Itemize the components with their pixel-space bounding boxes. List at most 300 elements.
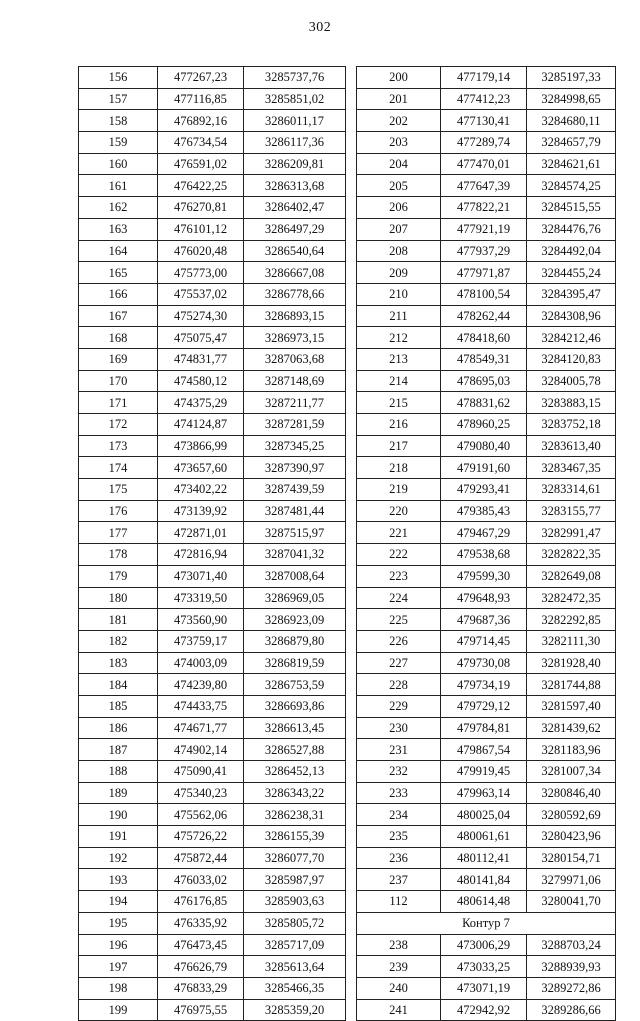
table-row: [357, 110, 616, 132]
y-coordinate-cell: 3287281,59: [244, 414, 346, 436]
point-number-cell: 219: [357, 479, 441, 501]
y-coordinate-cell: 3286613,45: [244, 717, 346, 739]
point-number-cell: 163: [79, 218, 158, 240]
table-row: [79, 153, 346, 175]
table-row: [357, 717, 616, 739]
table-row: [79, 826, 346, 848]
y-coordinate-cell: 3287041,32: [244, 544, 346, 566]
y-coordinate-cell: 3281744,88: [527, 674, 616, 696]
x-coordinate-cell: 474124,87: [158, 414, 244, 436]
y-coordinate-cell: 3285987,97: [244, 869, 346, 891]
x-coordinate-cell: 475274,30: [158, 305, 244, 327]
point-number-cell: 230: [357, 717, 441, 739]
point-number-cell: 183: [79, 652, 158, 674]
y-coordinate-cell: 3284574,25: [527, 175, 616, 197]
table-row: [357, 934, 616, 956]
y-coordinate-cell: 3289286,66: [527, 999, 616, 1021]
point-number-cell: 195: [79, 912, 158, 934]
y-coordinate-cell: 3279971,06: [527, 869, 616, 891]
x-coordinate-cell: 473657,60: [158, 457, 244, 479]
table-row: [79, 956, 346, 978]
table-row: [79, 544, 346, 566]
y-coordinate-cell: 3282649,08: [527, 565, 616, 587]
point-number-cell: 165: [79, 262, 158, 284]
y-coordinate-cell: 3285197,33: [527, 67, 616, 89]
x-coordinate-cell: 473402,22: [158, 479, 244, 501]
y-coordinate-cell: 3284212,46: [527, 327, 616, 349]
point-number-cell: 221: [357, 522, 441, 544]
point-number-cell: 228: [357, 674, 441, 696]
table-row: [357, 999, 616, 1021]
point-number-cell: 212: [357, 327, 441, 349]
x-coordinate-cell: 473866,99: [158, 435, 244, 457]
y-coordinate-cell: 3281007,34: [527, 761, 616, 783]
table-row: [357, 197, 616, 219]
y-coordinate-cell: 3284395,47: [527, 283, 616, 305]
table-row: [357, 587, 616, 609]
table-row: [357, 132, 616, 154]
y-coordinate-cell: 3282472,35: [527, 587, 616, 609]
x-coordinate-cell: 476975,55: [158, 999, 244, 1021]
y-coordinate-cell: 3280592,69: [527, 804, 616, 826]
point-number-cell: 207: [357, 218, 441, 240]
point-number-cell: 192: [79, 847, 158, 869]
point-number-cell: 167: [79, 305, 158, 327]
x-coordinate-cell: 476101,12: [158, 218, 244, 240]
y-coordinate-cell: 3284680,11: [527, 110, 616, 132]
point-number-cell: 239: [357, 956, 441, 978]
table-row: [79, 110, 346, 132]
x-coordinate-cell: 477470,01: [441, 153, 527, 175]
x-coordinate-cell: 480112,41: [441, 847, 527, 869]
point-number-cell: 162: [79, 197, 158, 219]
point-number-cell: 166: [79, 283, 158, 305]
y-coordinate-cell: 3287439,59: [244, 479, 346, 501]
table-row: [79, 782, 346, 804]
y-coordinate-cell: 3282111,30: [527, 630, 616, 652]
y-coordinate-cell: 3284308,96: [527, 305, 616, 327]
y-coordinate-cell: 3283613,40: [527, 435, 616, 457]
x-coordinate-cell: 477822,21: [441, 197, 527, 219]
y-coordinate-cell: 3280041,70: [527, 891, 616, 913]
table-row: [79, 652, 346, 674]
y-coordinate-cell: 3286452,13: [244, 761, 346, 783]
table-row: [357, 956, 616, 978]
point-number-cell: 224: [357, 587, 441, 609]
x-coordinate-cell: 475773,00: [158, 262, 244, 284]
y-coordinate-cell: 3283155,77: [527, 500, 616, 522]
x-coordinate-cell: 472816,94: [158, 544, 244, 566]
point-number-cell: 233: [357, 782, 441, 804]
point-number-cell: 193: [79, 869, 158, 891]
y-coordinate-cell: 3283467,35: [527, 457, 616, 479]
x-coordinate-cell: 473033,25: [441, 956, 527, 978]
x-coordinate-cell: 479730,08: [441, 652, 527, 674]
y-coordinate-cell: 3287148,69: [244, 370, 346, 392]
table-row: [357, 283, 616, 305]
table-row: [357, 479, 616, 501]
x-coordinate-cell: 476422,25: [158, 175, 244, 197]
y-coordinate-cell: 3286879,80: [244, 630, 346, 652]
table-row: [79, 197, 346, 219]
table-row: [79, 370, 346, 392]
point-number-cell: 218: [357, 457, 441, 479]
x-coordinate-cell: 479467,29: [441, 522, 527, 544]
point-number-cell: 229: [357, 695, 441, 717]
x-coordinate-cell: 476591,02: [158, 153, 244, 175]
x-coordinate-cell: 480061,61: [441, 826, 527, 848]
point-number-cell: 201: [357, 88, 441, 110]
y-coordinate-cell: 3286753,59: [244, 674, 346, 696]
y-coordinate-cell: 3282292,85: [527, 609, 616, 631]
table-row: [357, 674, 616, 696]
point-number-cell: 184: [79, 674, 158, 696]
x-coordinate-cell: 479385,43: [441, 500, 527, 522]
point-number-cell: 231: [357, 739, 441, 761]
table-row: [357, 847, 616, 869]
x-coordinate-cell: 475726,22: [158, 826, 244, 848]
table-row: [357, 761, 616, 783]
x-coordinate-cell: 477267,23: [158, 67, 244, 89]
y-coordinate-cell: 3285903,63: [244, 891, 346, 913]
y-coordinate-cell: 3284998,65: [527, 88, 616, 110]
table-row: [79, 630, 346, 652]
x-coordinate-cell: 473319,50: [158, 587, 244, 609]
x-coordinate-cell: 478100,54: [441, 283, 527, 305]
point-number-cell: 240: [357, 977, 441, 999]
x-coordinate-cell: 477647,39: [441, 175, 527, 197]
y-coordinate-cell: 3283752,18: [527, 414, 616, 436]
table-row: [357, 262, 616, 284]
table-row: [357, 175, 616, 197]
point-number-cell: 170: [79, 370, 158, 392]
y-coordinate-cell: 3288703,24: [527, 934, 616, 956]
point-number-cell: 180: [79, 587, 158, 609]
point-number-cell: 169: [79, 348, 158, 370]
x-coordinate-cell: 476033,02: [158, 869, 244, 891]
y-coordinate-cell: 3287008,64: [244, 565, 346, 587]
table-row: [79, 912, 346, 934]
x-coordinate-cell: 479734,19: [441, 674, 527, 696]
x-coordinate-cell: 479729,12: [441, 695, 527, 717]
table-row: [79, 435, 346, 457]
x-coordinate-cell: 474671,77: [158, 717, 244, 739]
table-row: [357, 500, 616, 522]
table-row: [79, 500, 346, 522]
point-number-cell: 213: [357, 348, 441, 370]
x-coordinate-cell: 476892,16: [158, 110, 244, 132]
x-coordinate-cell: 473560,90: [158, 609, 244, 631]
y-coordinate-cell: 3281928,40: [527, 652, 616, 674]
table-row: [357, 327, 616, 349]
x-coordinate-cell: 472871,01: [158, 522, 244, 544]
table-row: [357, 826, 616, 848]
table-row: [79, 609, 346, 631]
x-coordinate-cell: 476335,92: [158, 912, 244, 934]
x-coordinate-cell: 475537,02: [158, 283, 244, 305]
x-coordinate-cell: 479648,93: [441, 587, 527, 609]
point-number-cell: 190: [79, 804, 158, 826]
x-coordinate-cell: 477412,23: [441, 88, 527, 110]
x-coordinate-cell: 473759,17: [158, 630, 244, 652]
x-coordinate-cell: 474831,77: [158, 348, 244, 370]
y-coordinate-cell: 3284455,24: [527, 262, 616, 284]
point-number-cell: 168: [79, 327, 158, 349]
y-coordinate-cell: 3286693,86: [244, 695, 346, 717]
point-number-cell: 203: [357, 132, 441, 154]
x-coordinate-cell: 472942,92: [441, 999, 527, 1021]
table-row: [357, 804, 616, 826]
y-coordinate-cell: 3284120,83: [527, 348, 616, 370]
x-coordinate-cell: 474433,75: [158, 695, 244, 717]
point-number-cell: 179: [79, 565, 158, 587]
x-coordinate-cell: 477130,41: [441, 110, 527, 132]
table-row: [79, 305, 346, 327]
x-coordinate-cell: 479687,36: [441, 609, 527, 631]
x-coordinate-cell: 474902,14: [158, 739, 244, 761]
point-number-cell: 178: [79, 544, 158, 566]
point-number-cell: 157: [79, 88, 158, 110]
table-row: [357, 305, 616, 327]
x-coordinate-cell: 473071,40: [158, 565, 244, 587]
table-row: [357, 630, 616, 652]
y-coordinate-cell: 3286209,81: [244, 153, 346, 175]
point-number-cell: 227: [357, 652, 441, 674]
y-coordinate-cell: 3285737,76: [244, 67, 346, 89]
y-coordinate-cell: 3286667,08: [244, 262, 346, 284]
table-row: [79, 934, 346, 956]
point-number-cell: 171: [79, 392, 158, 414]
point-number-cell: 189: [79, 782, 158, 804]
point-number-cell: 181: [79, 609, 158, 631]
point-number-cell: 198: [79, 977, 158, 999]
y-coordinate-cell: 3285717,09: [244, 934, 346, 956]
y-coordinate-cell: 3286402,47: [244, 197, 346, 219]
point-number-cell: 234: [357, 804, 441, 826]
table-row: [357, 609, 616, 631]
table-row: [79, 522, 346, 544]
table-row: [357, 977, 616, 999]
y-coordinate-cell: 3288939,93: [527, 956, 616, 978]
point-number-cell: 177: [79, 522, 158, 544]
y-coordinate-cell: 3286969,05: [244, 587, 346, 609]
point-number-cell: 175: [79, 479, 158, 501]
x-coordinate-cell: 474239,80: [158, 674, 244, 696]
point-number-cell: 174: [79, 457, 158, 479]
point-number-cell: 215: [357, 392, 441, 414]
point-number-cell: 164: [79, 240, 158, 262]
x-coordinate-cell: 477116,85: [158, 88, 244, 110]
x-coordinate-cell: 476734,54: [158, 132, 244, 154]
y-coordinate-cell: 3285466,35: [244, 977, 346, 999]
y-coordinate-cell: 3282822,35: [527, 544, 616, 566]
table-row: [79, 132, 346, 154]
point-number-cell: 216: [357, 414, 441, 436]
table-row: [357, 457, 616, 479]
point-number-cell: 223: [357, 565, 441, 587]
x-coordinate-cell: 479714,45: [441, 630, 527, 652]
y-coordinate-cell: 3285805,72: [244, 912, 346, 934]
x-coordinate-cell: 476270,81: [158, 197, 244, 219]
point-number-cell: 220: [357, 500, 441, 522]
y-coordinate-cell: 3286923,09: [244, 609, 346, 631]
y-coordinate-cell: 3285359,20: [244, 999, 346, 1021]
x-coordinate-cell: 479293,41: [441, 479, 527, 501]
y-coordinate-cell: 3280154,71: [527, 847, 616, 869]
table-row: [357, 88, 616, 110]
x-coordinate-cell: 477921,19: [441, 218, 527, 240]
point-number-cell: 185: [79, 695, 158, 717]
table-row: [79, 804, 346, 826]
point-number-cell: 206: [357, 197, 441, 219]
x-coordinate-cell: 479191,60: [441, 457, 527, 479]
point-number-cell: 235: [357, 826, 441, 848]
x-coordinate-cell: 475340,23: [158, 782, 244, 804]
table-row: [357, 782, 616, 804]
x-coordinate-cell: 474580,12: [158, 370, 244, 392]
table-row: [79, 283, 346, 305]
table-row: [357, 67, 616, 89]
x-coordinate-cell: 478418,60: [441, 327, 527, 349]
x-coordinate-cell: 476176,85: [158, 891, 244, 913]
table-row: [79, 392, 346, 414]
x-coordinate-cell: 480141,84: [441, 869, 527, 891]
table-row: [357, 522, 616, 544]
point-number-cell: 156: [79, 67, 158, 89]
y-coordinate-cell: 3287063,68: [244, 348, 346, 370]
y-coordinate-cell: 3285613,64: [244, 956, 346, 978]
x-coordinate-cell: 478262,44: [441, 305, 527, 327]
table-row: [79, 479, 346, 501]
point-number-cell: 209: [357, 262, 441, 284]
table-row: [79, 240, 346, 262]
point-number-cell: 196: [79, 934, 158, 956]
table-row: [357, 652, 616, 674]
point-number-cell: 237: [357, 869, 441, 891]
point-number-cell: 172: [79, 414, 158, 436]
y-coordinate-cell: 3281183,96: [527, 739, 616, 761]
left-coordinates-table: [78, 66, 346, 1021]
x-coordinate-cell: 475562,06: [158, 804, 244, 826]
table-row: [357, 565, 616, 587]
point-number-cell: 225: [357, 609, 441, 631]
y-coordinate-cell: 3286238,31: [244, 804, 346, 826]
table-row: [357, 695, 616, 717]
x-coordinate-cell: 480614,48: [441, 891, 527, 913]
x-coordinate-cell: 479538,68: [441, 544, 527, 566]
x-coordinate-cell: 476473,45: [158, 934, 244, 956]
x-coordinate-cell: 479599,30: [441, 565, 527, 587]
table-row: [79, 414, 346, 436]
right-coordinates-table: [356, 66, 616, 1021]
point-number-cell: 217: [357, 435, 441, 457]
y-coordinate-cell: 3284476,76: [527, 218, 616, 240]
table-row: [357, 869, 616, 891]
table-row: [79, 869, 346, 891]
table-row: [357, 739, 616, 761]
x-coordinate-cell: 473071,19: [441, 977, 527, 999]
point-number-cell: 159: [79, 132, 158, 154]
point-number-cell: 211: [357, 305, 441, 327]
table-row: [357, 240, 616, 262]
point-number-cell: 187: [79, 739, 158, 761]
table-row: [79, 348, 346, 370]
contour-label: Контур 7: [357, 912, 616, 934]
point-number-cell: 210: [357, 283, 441, 305]
y-coordinate-cell: 3282991,47: [527, 522, 616, 544]
y-coordinate-cell: 3287345,25: [244, 435, 346, 457]
table-row: [357, 891, 616, 913]
point-number-cell: 173: [79, 435, 158, 457]
table-row: [79, 695, 346, 717]
point-number-cell: 158: [79, 110, 158, 132]
x-coordinate-cell: 479784,81: [441, 717, 527, 739]
x-coordinate-cell: 479080,40: [441, 435, 527, 457]
table-row: [79, 565, 346, 587]
y-coordinate-cell: 3289272,86: [527, 977, 616, 999]
point-number-cell: 204: [357, 153, 441, 175]
table-row: [79, 262, 346, 284]
table-row: [357, 414, 616, 436]
table-row: [79, 847, 346, 869]
y-coordinate-cell: 3284492,04: [527, 240, 616, 262]
y-coordinate-cell: 3280423,96: [527, 826, 616, 848]
table-row: [79, 977, 346, 999]
table-row: [79, 67, 346, 89]
y-coordinate-cell: 3286011,17: [244, 110, 346, 132]
x-coordinate-cell: 479919,45: [441, 761, 527, 783]
table-row: [357, 544, 616, 566]
table-row: [79, 891, 346, 913]
table-row: [79, 717, 346, 739]
y-coordinate-cell: 3287481,44: [244, 500, 346, 522]
x-coordinate-cell: 473006,29: [441, 934, 527, 956]
x-coordinate-cell: 478831,62: [441, 392, 527, 414]
point-number-cell: 214: [357, 370, 441, 392]
point-number-cell: 205: [357, 175, 441, 197]
point-number-cell: 200: [357, 67, 441, 89]
point-number-cell: 191: [79, 826, 158, 848]
y-coordinate-cell: 3286778,66: [244, 283, 346, 305]
y-coordinate-cell: 3283314,61: [527, 479, 616, 501]
point-number-cell: 161: [79, 175, 158, 197]
y-coordinate-cell: 3286155,39: [244, 826, 346, 848]
y-coordinate-cell: 3286313,68: [244, 175, 346, 197]
x-coordinate-cell: 477937,29: [441, 240, 527, 262]
point-number-cell: 188: [79, 761, 158, 783]
y-coordinate-cell: 3281439,62: [527, 717, 616, 739]
table-row: [79, 761, 346, 783]
point-number-cell: 186: [79, 717, 158, 739]
table-row: [357, 435, 616, 457]
point-number-cell: 202: [357, 110, 441, 132]
y-coordinate-cell: 3285851,02: [244, 88, 346, 110]
point-number-cell: 208: [357, 240, 441, 262]
point-number-cell: 236: [357, 847, 441, 869]
y-coordinate-cell: 3286527,88: [244, 739, 346, 761]
table-row: [79, 175, 346, 197]
x-coordinate-cell: 477179,14: [441, 67, 527, 89]
point-number-cell: 194: [79, 891, 158, 913]
y-coordinate-cell: 3286819,59: [244, 652, 346, 674]
point-number-cell: 199: [79, 999, 158, 1021]
x-coordinate-cell: 478695,03: [441, 370, 527, 392]
x-coordinate-cell: 478960,25: [441, 414, 527, 436]
y-coordinate-cell: 3281597,40: [527, 695, 616, 717]
x-coordinate-cell: 475075,47: [158, 327, 244, 349]
table-row: [79, 457, 346, 479]
x-coordinate-cell: 474375,29: [158, 392, 244, 414]
